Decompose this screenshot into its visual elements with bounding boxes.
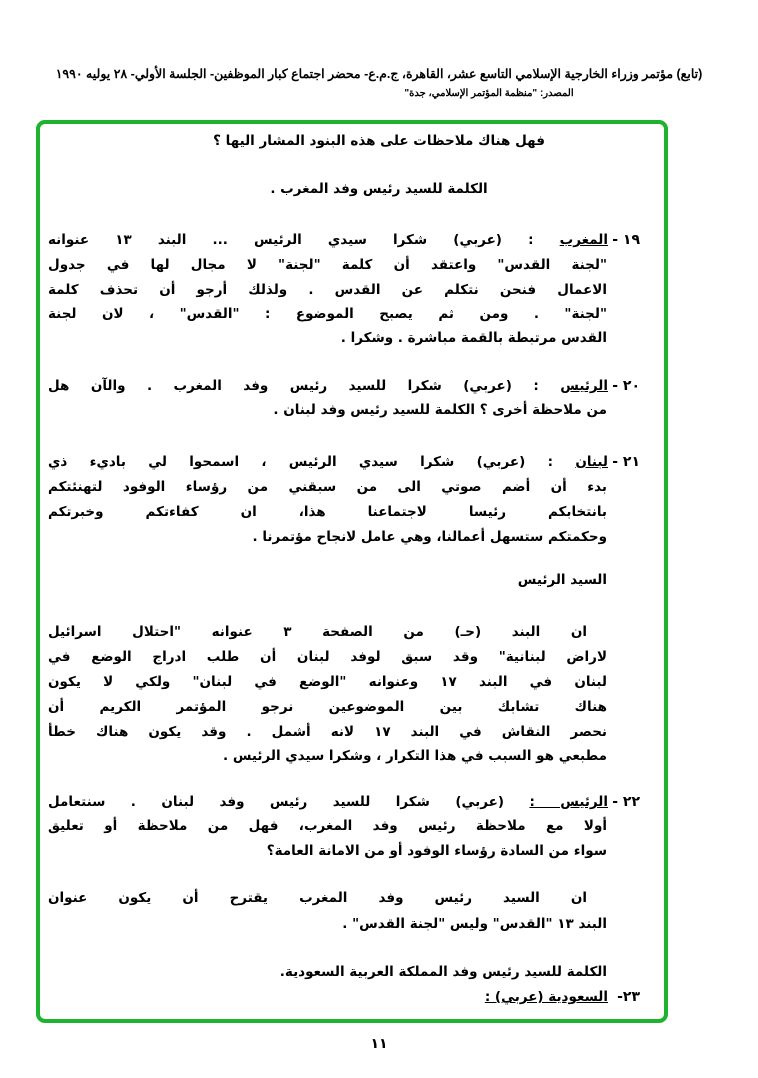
- text-line: لبنان في البند ١٧ وعنوانه "الوضع في لبنان" ولكي لا يكون: [48, 674, 607, 690]
- speech-text: : (عربي) شكرا للسيد رئيس وفد المغرب . والآن هل: [48, 378, 561, 394]
- text-line: [48, 452, 608, 472]
- text-line: السيد الرئيس: [517, 572, 607, 588]
- speech-text: : (عربي) شكرا سيدي الرئيس ، اسمحوا لي باديء ذي: [48, 454, 576, 470]
- text-line: [48, 987, 608, 1007]
- document-source: المصدر: "منظمة المؤتمر الإسلامي، جدة": [404, 88, 574, 99]
- text-line: الكلمة للسيد رئيس وفد المغرب .: [270, 181, 488, 197]
- text-line: سواء من السادة رؤساء الوفود أو من الامانة العامة؟: [266, 843, 607, 859]
- text-line: [48, 376, 608, 396]
- page-number: ١١: [370, 1036, 388, 1052]
- text-line: فهل هناك ملاحظات على هذه البنود المشار اليها ؟: [213, 133, 545, 149]
- text-line: الكلمة للسيد رئيس وفد المملكة العربية السعودية.: [279, 964, 607, 980]
- text-line: ان السيد رئيس وفد المغرب يقترح أن يكون عنوان: [48, 890, 587, 906]
- document-header-title: (تابع) مؤتمر وزراء الخارجية الإسلامي التاسع عشر، القاهرة، ج.م.ع- محضر اجتماع كبار الموظفين- الجلسة الأولي- ٢٨ يوليه ١٩٩٠: [55, 67, 703, 81]
- text-line: وحكمتكم ستسهل أعمالنا، وهي عامل لانجاح مؤتمرنا .: [252, 529, 607, 545]
- text-line: "لجنة القدس" واعتقد أن كلمة "لجنة" لا مجال لها في جدول: [48, 257, 607, 273]
- speaker-name: المغرب: [559, 232, 608, 248]
- text-line: بانتخابكم رئيسا لاجتماعنا هذا، ان كفاءتكم وخبرتكم: [48, 504, 607, 520]
- text-line: [48, 792, 608, 812]
- text-line: القدس مرتبطة بالقمة مباشرة . وشكرا .: [340, 330, 607, 346]
- item-number: ٢٠ -: [612, 378, 640, 394]
- text-line: أولا مع ملاحظة رئيس وفد المغرب، فهل من ملاحظة أو تعليق: [48, 818, 607, 834]
- text-line: من ملاحظة أخرى ؟ الكلمة للسيد رئيس وفد لبنان .: [273, 402, 607, 418]
- text-line: بدء أن أضم صوتي الى من سبقني من رؤساء الوفود لتهنئتكم: [48, 479, 607, 495]
- item-number: ١٩ -: [612, 232, 640, 248]
- text-line: البند ١٣ "القدس" وليس "لجنة القدس" .: [342, 916, 607, 932]
- item-number: ٢١ -: [612, 454, 640, 470]
- speaker-name: الرئيس: [560, 378, 608, 394]
- text-line: ان البند (حـ) من الصفحة ٣ عنوانه "احتلال اسرائيل: [48, 624, 587, 640]
- speech-text: : (عربي) شكرا سيدي الرئيس ... البند ١٣ عنوانه: [48, 232, 560, 248]
- text-line: مطبعي هو السبب في هذا التكرار ، وشكرا سيدي الرئيس .: [222, 748, 607, 764]
- item-number: ٢٣-: [617, 989, 640, 1005]
- text-line: هناك تشابك بين الموضوعين نرجو المؤتمر الكريم أن: [48, 699, 607, 715]
- text-line: "لجنة" . ومن ثم يصبح الموضوع : "القدس" ، لان لجنة: [48, 306, 607, 322]
- speaker-name: السعودية (عربي) :: [484, 989, 608, 1005]
- text-line: [48, 230, 608, 250]
- text-line: لاراض لبنانية" وقد سبق لوفد لبنان أن طلب ادراج الوضع في: [48, 649, 607, 665]
- text-line: نحصر النقاش في البند ١٧ لانه أشمل . وقد يكون هناك خطأ: [48, 724, 607, 740]
- speaker-name: لبنان: [575, 454, 608, 470]
- speaker-name: الرئيس :: [529, 794, 609, 810]
- text-line: الاعمال فنحن نتكلم عن القدس . ولذلك أرجو أن تحذف كلمة: [48, 282, 607, 298]
- item-number: ٢٢ -: [612, 794, 640, 810]
- speech-text: (عربي) شكرا للسيد رئيس وفد لبنان . سنتعامل: [48, 794, 530, 810]
